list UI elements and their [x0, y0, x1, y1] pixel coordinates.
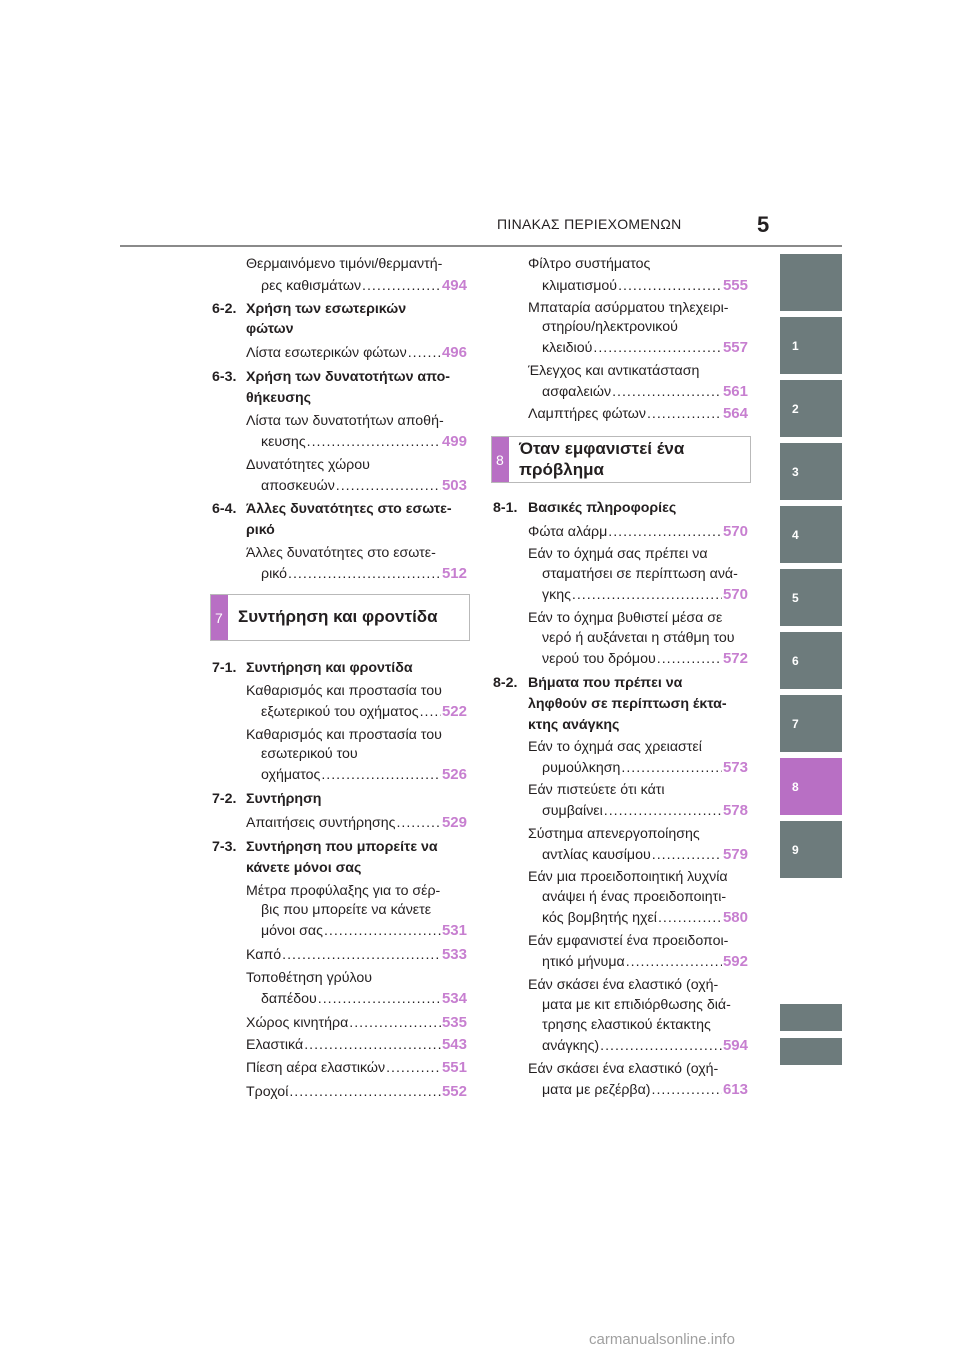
toc-page-link[interactable]: 526 — [441, 766, 467, 783]
section-number: 7-2. — [212, 791, 237, 807]
toc-page-link[interactable]: 522 — [441, 703, 467, 720]
toc-entry-text: Εάν σκάσει ένα ελαστικό (οχή- — [528, 1061, 719, 1077]
section-number: 6-3. — [212, 369, 237, 385]
chapter-title: Συντήρηση και φροντίδα — [238, 607, 438, 626]
toc-entry[interactable]: Τροχοί ..... 552 — [246, 1083, 467, 1101]
toc-entry-text: στηρίου/ηλεκτρονικού — [542, 319, 678, 335]
toc-page-link[interactable]: 570 — [722, 523, 748, 540]
watermark: carmanualsonline.info — [589, 1331, 735, 1348]
toc-entry[interactable]: συμβαίνει ..... 578 — [542, 802, 748, 820]
toc-entry[interactable]: κλιματισμού ..... 555 — [542, 277, 748, 295]
toc-entry-text: νερό ή αυξάνεται η στάθμη του — [542, 630, 735, 646]
chapter-number-badge: 7 — [211, 595, 228, 640]
toc-entry-text: Μπαταρία ασύρματου τηλεχειρι- — [528, 300, 729, 316]
toc-entry-text: Σύστημα απενεργοποίησης — [528, 826, 700, 842]
chapter-tab-6[interactable]: 6 — [780, 632, 842, 689]
chapter-tab-8[interactable]: 8 — [780, 758, 842, 815]
section-title: Συντήρηση και φροντίδα — [246, 660, 413, 676]
toc-page-link[interactable]: 499 — [441, 433, 467, 450]
chapter-tab-blank-b[interactable] — [780, 1038, 842, 1065]
toc-entry[interactable]: ρυμούλκηση ..... 573 — [542, 759, 748, 777]
section-title: Συντήρηση που μπορείτε να — [246, 839, 438, 855]
toc-page-link[interactable]: 573 — [722, 759, 748, 776]
toc-page-link[interactable]: 496 — [441, 344, 467, 361]
toc-page-link[interactable]: 552 — [441, 1083, 467, 1100]
section-title: κτης ανάγκης — [528, 717, 620, 733]
toc-entry[interactable]: αντλίας καυσίμου ..... 579 — [542, 846, 748, 864]
toc-entry-text: Λίστα των δυνατοτήτων αποθή- — [246, 413, 444, 429]
chapter-tab-9[interactable]: 9 — [780, 821, 842, 878]
toc-page-link[interactable]: 578 — [722, 802, 748, 819]
toc-entry[interactable]: εξωτερικού του οχήματος ..... 522 — [261, 703, 467, 721]
chapter-tab-1[interactable]: 1 — [780, 317, 842, 374]
toc-entry[interactable]: Πίεση αέρα ελαστικών ..... 551 — [246, 1059, 467, 1077]
toc-entry-text: εσωτερικού του — [261, 746, 358, 762]
section-number: 6-4. — [212, 501, 237, 517]
toc-entry[interactable]: ρικό ..... 512 — [261, 565, 467, 583]
toc-entry[interactable]: δαπέδου ..... 534 — [261, 990, 467, 1008]
section-number: 8-1. — [493, 500, 518, 516]
toc-page-link[interactable]: 551 — [441, 1059, 467, 1076]
toc-entry[interactable]: Καπό ..... 533 — [246, 946, 467, 964]
chapter-tab-blank-top[interactable] — [780, 254, 842, 311]
toc-entry-text: Εάν μια προειδοποιητική λυχνία — [528, 869, 728, 885]
section-title: Συντήρηση — [246, 791, 322, 807]
section-title: φώτων — [246, 321, 294, 337]
toc-entry[interactable]: ασφαλειών ..... 561 — [542, 383, 748, 401]
chapter-title: πρόβλημα — [519, 460, 604, 479]
toc-entry[interactable]: ανάγκης) ..... 594 — [542, 1037, 748, 1055]
toc-entry-text: Εάν εμφανιστεί ένα προειδοποι- — [528, 933, 729, 949]
toc-page-link[interactable]: 557 — [722, 339, 748, 356]
toc-entry[interactable]: οχήματος ..... 526 — [261, 766, 467, 784]
toc-entry[interactable]: κευσης ..... 499 — [261, 433, 467, 451]
toc-entry-text: Μέτρα προφύλαξης για το σέρ- — [246, 883, 441, 899]
toc-page-link[interactable]: 592 — [722, 953, 748, 970]
toc-entry[interactable]: Χώρος κινητήρα ..... 535 — [246, 1014, 467, 1032]
section-title: Χρήση των δυνατοτήτων απο- — [246, 369, 450, 385]
toc-page-link[interactable]: 543 — [441, 1036, 467, 1053]
toc-entry[interactable]: Απαιτήσεις συντήρησης ..... 529 — [246, 814, 467, 832]
chapter-heading-7[interactable] — [210, 594, 470, 641]
toc-page-link[interactable]: 561 — [722, 383, 748, 400]
toc-entry-text: Εάν σκάσει ένα ελαστικό (οχή- — [528, 977, 719, 993]
section-title: κάνετε μόνοι σας — [246, 860, 362, 876]
toc-entry-text: Έλεγχος και αντικατάσταση — [528, 363, 700, 379]
header-divider — [120, 245, 842, 247]
section-title: ρικό — [246, 522, 275, 538]
toc-entry[interactable]: ητικό μήνυμα ..... 592 — [542, 953, 748, 971]
toc-entry[interactable]: ρες καθισμάτων ..... 494 — [261, 277, 467, 295]
toc-entry[interactable]: Λίστα εσωτερικών φώτων ..... 496 — [246, 344, 467, 362]
toc-entry-text: Άλλες δυνατότητες στο εσωτε- — [246, 545, 436, 561]
toc-entry-text: Δυνατότητες χώρου — [246, 457, 370, 473]
toc-page-link[interactable]: 535 — [441, 1014, 467, 1031]
section-title: Βασικές πληροφορίες — [528, 500, 677, 516]
toc-page-link[interactable]: 594 — [722, 1037, 748, 1054]
section-title: ληφθούν σε περίπτωση έκτα- — [528, 696, 727, 712]
section-title: Βήματα που πρέπει να — [528, 675, 683, 691]
toc-page-link[interactable]: 512 — [441, 565, 467, 582]
toc-entry[interactable]: Φώτα αλάρμ ..... 570 — [528, 523, 748, 541]
toc-entry[interactable]: νερού του δρόμου ..... 572 — [542, 650, 748, 668]
toc-entry[interactable]: κός βομβητής ηχεί ..... 580 — [542, 909, 748, 927]
toc-entry[interactable]: ματα με ρεζέρβα) ..... 613 — [542, 1081, 748, 1099]
toc-entry[interactable]: Ελαστικά ..... 543 — [246, 1036, 467, 1054]
toc-entry-text: Θερμαινόμενο τιμόνι/θερμαντή- — [246, 256, 443, 272]
toc-page-link[interactable]: 572 — [722, 650, 748, 667]
chapter-tab-5[interactable]: 5 — [780, 569, 842, 626]
chapter-number-badge: 8 — [492, 437, 509, 482]
toc-entry-text: Εάν το όχημά σας χρειαστεί — [528, 739, 702, 755]
chapter-tab-2[interactable]: 2 — [780, 380, 842, 437]
toc-page-link[interactable]: 580 — [722, 909, 748, 926]
toc-page-link[interactable]: 533 — [441, 946, 467, 963]
chapter-tab-7[interactable]: 7 — [780, 695, 842, 752]
toc-entry-text: Καθαρισμός και προστασία του — [246, 683, 442, 699]
toc-entry-text: τρησης ελαστικού έκτακτης — [542, 1017, 711, 1033]
toc-page-link[interactable]: 613 — [722, 1081, 748, 1098]
toc-entry[interactable]: γκης ..... 570 — [542, 586, 748, 604]
toc-entry-text: σταματήσει σε περίπτωση ανά- — [542, 566, 738, 582]
toc-entry-text: ανάψει ή ένας προειδοποιητι- — [542, 889, 727, 905]
toc-page-link[interactable]: 494 — [441, 277, 467, 294]
toc-entry[interactable]: αποσκευών ..... 503 — [261, 477, 467, 495]
toc-entry-text: Καθαρισμός και προστασία του — [246, 727, 442, 743]
toc-entry[interactable]: μόνοι σας ..... 531 — [261, 922, 467, 940]
section-title: θήκευσης — [246, 390, 311, 406]
chapter-tab-4[interactable]: 4 — [780, 506, 842, 563]
toc-page-link[interactable]: 564 — [722, 405, 748, 422]
toc-page-link[interactable]: 579 — [722, 846, 748, 863]
chapter-tab-blank-a[interactable] — [780, 1004, 842, 1031]
chapter-title: Όταν εμφανιστεί ένα — [519, 439, 685, 458]
toc-entry-text: Εάν πιστεύετε ότι κάτι — [528, 782, 665, 798]
section-title: Χρήση των εσωτερικών — [246, 301, 407, 317]
section-number: 8-2. — [493, 675, 518, 691]
page-number: 5 — [757, 212, 770, 237]
section-number: 7-3. — [212, 839, 237, 855]
section-number: 6-2. — [212, 301, 237, 317]
toc-entry-text: Εάν το όχημά σας πρέπει να — [528, 546, 708, 562]
chapter-tab-3[interactable]: 3 — [780, 443, 842, 500]
toc-entry-text: βις που μπορείτε να κάνετε — [261, 902, 432, 918]
toc-page-link[interactable]: 529 — [441, 814, 467, 831]
toc-page-link[interactable]: 570 — [722, 586, 748, 603]
toc-page-link[interactable]: 531 — [441, 922, 467, 939]
toc-entry-text: Φίλτρο συστήματος — [528, 256, 651, 272]
toc-entry[interactable]: Λαμπτήρες φώτων ..... 564 — [528, 405, 748, 423]
toc-entry-text: ματα με κιτ επιδιόρθωσης διά- — [542, 997, 731, 1013]
page-header-title: ΠΙΝΑΚΑΣ ΠΕΡΙΕΧΟΜΕΝΩΝ — [497, 216, 682, 232]
toc-entry-text: Τοποθέτηση γρύλου — [246, 970, 373, 986]
section-number: 7-1. — [212, 660, 237, 676]
toc-entry-text: Εάν το όχημα βυθιστεί μέσα σε — [528, 610, 723, 626]
chapter-heading-8[interactable] — [491, 436, 751, 483]
toc-page-link[interactable]: 503 — [441, 477, 467, 494]
toc-entry[interactable]: κλειδιού ..... 557 — [542, 339, 748, 357]
toc-page-link[interactable]: 555 — [722, 277, 748, 294]
section-title: Άλλες δυνατότητες στο εσωτε- — [246, 501, 452, 517]
toc-page-link[interactable]: 534 — [441, 990, 467, 1007]
